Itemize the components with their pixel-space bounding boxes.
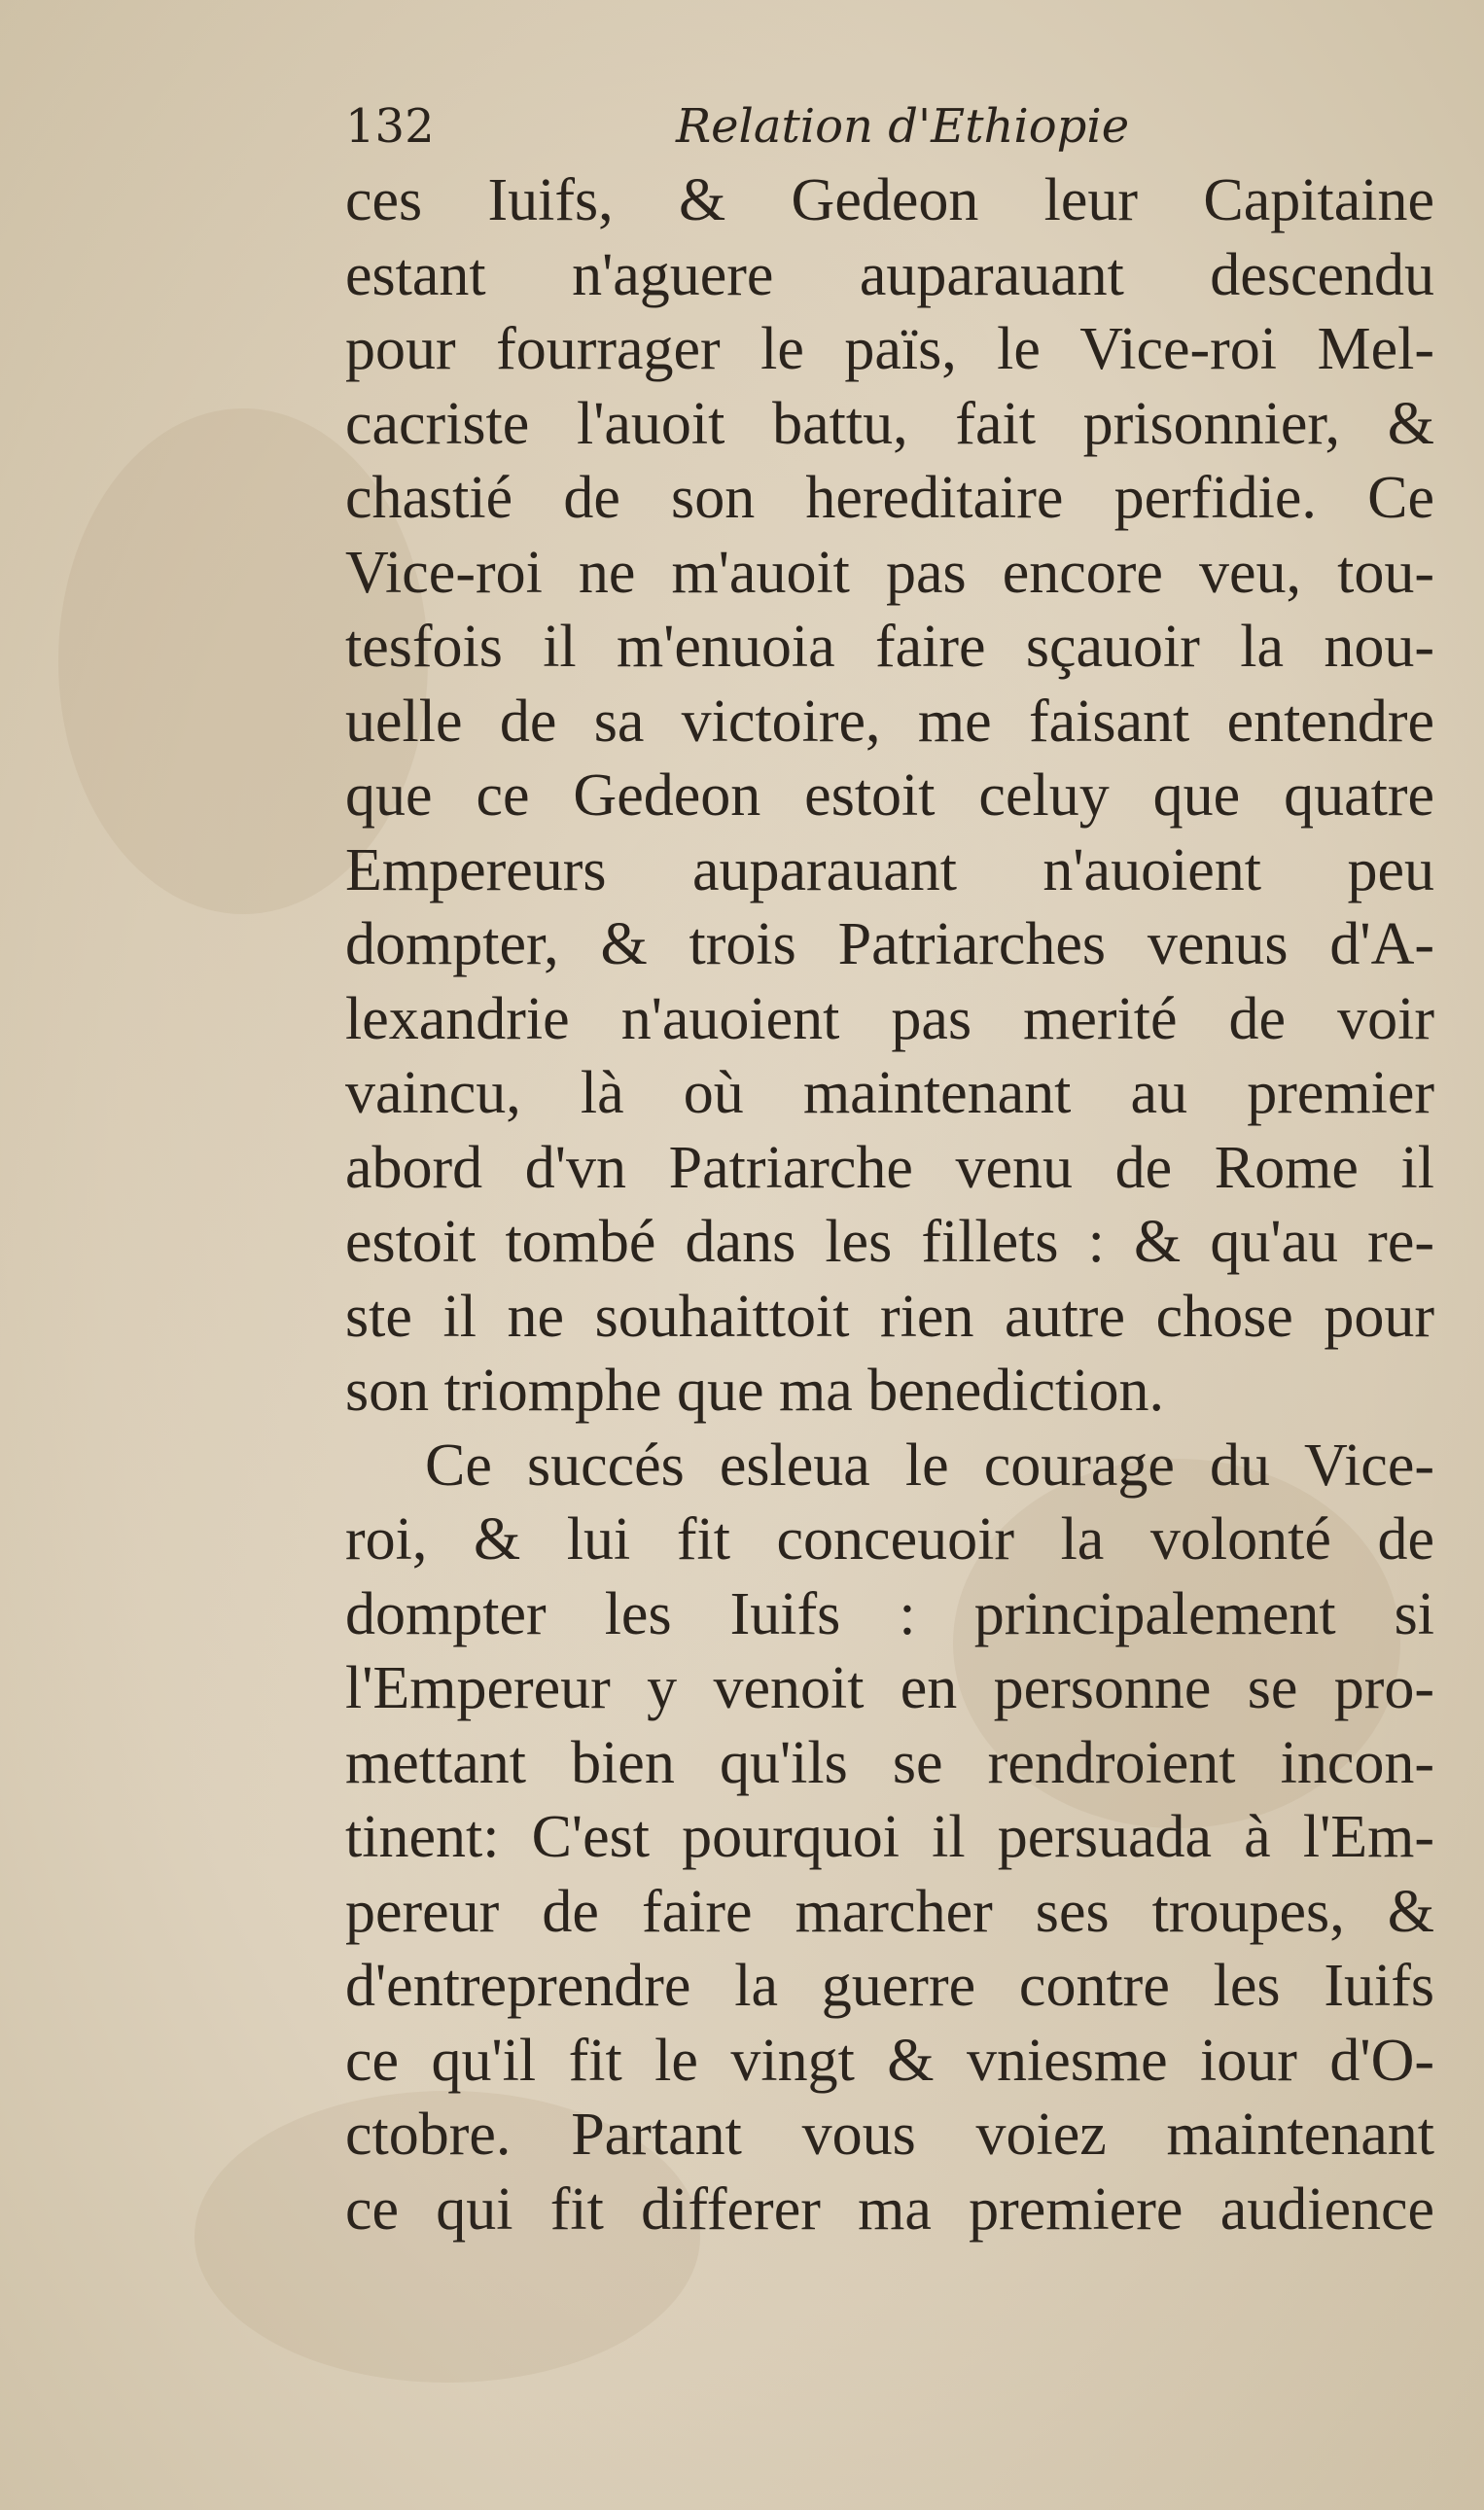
text-line: que ce Gedeon estoit celuy que quatre xyxy=(345,762,1434,829)
text-line: estant n'aguere auparauant descendu xyxy=(345,241,1434,308)
text-line: Vice-roi ne m'auoit pas encore veu, tou- xyxy=(345,539,1434,606)
text-line: ce qu'il fit le vingt & vniesme iour d'O- xyxy=(345,2027,1434,2094)
text-line: abord d'vn Patriarche venu de Rome il xyxy=(345,1134,1434,1201)
text-line: tesfois il m'enuoia faire sçauoir la nou- xyxy=(345,614,1434,680)
text-line: ces Iuifs, & Gedeon leur Capitaine xyxy=(345,167,1434,233)
text-line: estoit tombé dans les fillets : & qu'au re- xyxy=(345,1209,1434,1275)
text-line: chastié de son hereditaire perfidie. Ce xyxy=(345,465,1434,531)
text-line: roi, & lui fit conceuoir la volonté de xyxy=(345,1506,1434,1573)
text-line: mettant bien qu'ils se rendroient incon- xyxy=(345,1729,1434,1796)
text-line: pereur de faire marcher ses troupes, & xyxy=(345,1878,1434,1945)
page-number: 132 xyxy=(345,99,435,154)
paragraph xyxy=(345,1429,1434,2247)
text-line: Empereurs auparauant n'auoient peu xyxy=(345,836,1434,903)
text-line: l'Empereur y venoit en personne se pro- xyxy=(345,1655,1434,1721)
text-line: d'entreprendre la guerre contre les Iuifs xyxy=(345,1953,1434,2019)
text-line: ctobre. Partant vous voiez maintenant xyxy=(345,2102,1434,2168)
text-line: ce qui fit differer ma premiere audience xyxy=(345,2175,1434,2243)
text-line: ste il ne souhaittoit rien autre chose pour xyxy=(345,1283,1434,1350)
page-header xyxy=(345,97,1415,165)
text-line: tinent: C'est pourquoi il persuada à l'Em- xyxy=(345,1804,1434,1870)
running-title: Relation d'Ethiopie xyxy=(676,99,1130,154)
body-text xyxy=(345,163,1434,2246)
text-line: dompter, & trois Patriarches venus d'A- xyxy=(345,911,1434,977)
text-line: dompter les Iuifs : principalement si xyxy=(345,1580,1434,1647)
text-line: vaincu, là où maintenant au premier xyxy=(345,1060,1434,1126)
paragraph xyxy=(345,163,1434,1429)
text-line: pour fourrager le païs, le Vice-roi Mel- xyxy=(345,316,1434,382)
text-line: Ce succés esleua le courage du Vice- xyxy=(425,1432,1434,1499)
text-line: son triomphe que ma benediction. xyxy=(345,1358,1164,1424)
text-line: lexandrie n'auoient pas merité de voir xyxy=(345,985,1434,1052)
text-line: cacriste l'auoit battu, fait prisonnier, & xyxy=(345,390,1434,457)
text-line: uelle de sa victoire, me faisant entendre xyxy=(345,688,1434,755)
